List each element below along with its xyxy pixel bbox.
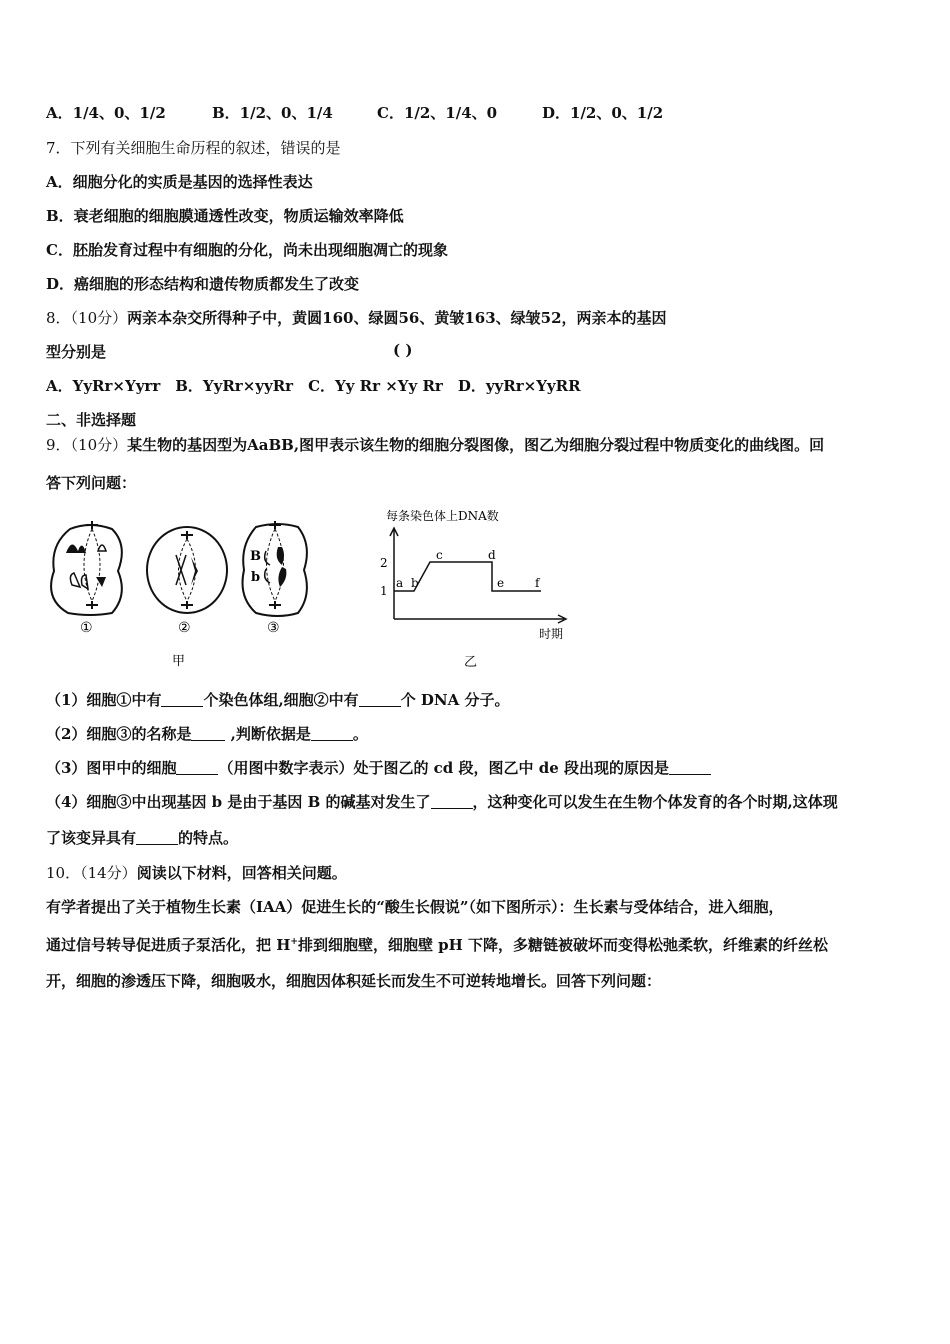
q9-sub2-text-1: （2）细胞③的名称是 [46,725,192,743]
q10-paragraph-line2 [46,934,828,955]
answer-blank[interactable] [359,692,401,707]
answer-blank[interactable] [431,794,473,809]
q8-stem-line1 [46,307,667,328]
cell-1-outline [51,525,122,615]
figure-yi-caption: 乙 [464,655,478,670]
q10-points: （14分） [80,864,137,882]
q7-stem: 7．下列有关细胞生命历程的叙述，错误的是 [46,139,341,157]
graph-point-e: e [497,576,505,590]
answer-blank[interactable] [191,726,225,741]
graph-point-a: a [396,576,404,590]
q10-stem [46,862,347,883]
answer-blank[interactable] [311,726,353,741]
q8-stem-text: 两亲本杂交所得种子中，黄圆160、绿圆56、黄皱163、绿皱52，两亲本的基因 [127,309,667,327]
figure-yi [376,504,586,674]
q10-paragraph-text-a: 通过信号转导促进质子泵活化，把 H [46,936,291,954]
q9-sub3-text-2: （用图中数字表示）处于图乙的 cd 段，图乙中 de 段出现的原因是 [218,759,669,777]
q9-stem-line1 [46,434,824,455]
q9-stem-line2: 答下列问题： [46,474,137,492]
cell-1-label: ① [80,620,93,636]
q8-number: 8． [46,309,71,327]
graph-y-tick-1: 1 [380,584,388,598]
q8-points: （10分） [70,309,128,327]
q9-sub4-text-1: （4）细胞③中出现基因 b 是由于基因 B 的碱基对发生了 [46,793,431,811]
q9-sub1-text-3: 个 DNA 分子。 [400,691,510,709]
q7-option-c: C．胚胎发育过程中有细胞的分化，尚未出现细胞凋亡的现象 [46,241,448,259]
graph-point-f: f [535,576,540,590]
q6-option-b: B．1/2、0、1/4 [212,104,333,122]
q6-option-a: A．1/4、0、1/2 [46,104,166,122]
q10-paragraph-line3: 开，细胞的渗透压下降，细胞吸水，细胞因体积延长而发生不可逆转地增长。回答下列问题： [46,972,662,990]
answer-blank[interactable] [669,760,711,775]
figure-jia [46,515,316,675]
q10-paragraph-line1: 有学者提出了关于植物生长素（IAA）促进生长的“酸生长假说”（如下图所示）：生长素与受体结合，进入细胞， [46,898,784,916]
q6-option-c: C．1/2、1/4、0 [377,104,498,122]
q9-points: （10分） [70,436,128,454]
q7-option-a: A．细胞分化的实质是基因的选择性表达 [46,173,313,191]
q9-sub4-line2 [46,827,238,848]
q9-sub4-line1 [46,791,838,812]
q9-sub3-text-1: （3）图甲中的细胞 [46,759,177,777]
graph-y-tick-2: 2 [380,556,388,570]
q10-number: 10． [46,864,81,882]
q9-sub2 [46,723,368,744]
q10-stem-text: 阅读以下材料，回答相关问题。 [136,864,347,882]
q9-sub3 [46,757,711,778]
q7-option-b: B．衰老细胞的细胞膜通透性改变，物质运输效率降低 [46,207,404,225]
cell-2-label: ② [178,620,191,636]
graph-point-b: b [411,576,419,590]
q9-sub2-text-3: 。 [352,725,368,743]
section-heading: 二、非选择题 [46,411,137,429]
q9-sub4-text-4: 的特点。 [178,829,239,847]
q9-sub1-text-1: （1）细胞①中有 [46,691,162,709]
q8-answer-paren: ( ) [393,341,413,359]
graph-y-axis-label: 每条染色体上DNA数 [386,509,499,523]
q10-paragraph-text-b: 排到细胞壁，细胞壁 pH 下降，多糖链被破坏而变得松弛柔软，纤维素的纤丝松 [297,936,829,954]
q10-superscript: + [290,937,298,947]
q8-options: A．YyRr×Yyrr B．YyRr×yyRr C．Yy Rr ×Yy Rr D．yyRr×YyRR [46,377,581,395]
q7-option-d: D．癌细胞的形态结构和遗传物质都发生了改变 [46,275,360,293]
q9-sub4-text-3: 了该变异具有 [46,829,137,847]
graph-point-c: c [436,548,443,562]
q9-number: 9． [46,436,71,454]
graph-x-axis-label: 时期 [539,627,564,641]
q8-stem-line2: 型分别是 [46,343,107,361]
q9-sub4-text-2: ，这种变化可以发生在生物个体发育的各个时期,这体现 [472,793,838,811]
gene-B-label: B [250,549,261,564]
q9-sub2-text-2: ,判断依据是 [225,725,311,743]
q9-stem-text: 某生物的基因型为AaBB,图甲表示该生物的细胞分裂图像，图乙为细胞分裂过程中物质变化的曲线图。回 [127,436,825,454]
figure-jia-caption: 甲 [172,654,186,669]
cell-3-label: ③ [267,620,280,636]
answer-blank[interactable] [176,760,218,775]
q6-option-d: D．1/2、0、1/2 [542,104,664,122]
answer-blank[interactable] [136,830,178,845]
gene-b-label: b [251,570,261,585]
graph-point-d: d [488,548,496,562]
q9-sub1-text-2: 个染色体组,细胞②中有 [203,691,359,709]
answer-blank[interactable] [161,692,203,707]
q9-sub1 [46,689,510,710]
